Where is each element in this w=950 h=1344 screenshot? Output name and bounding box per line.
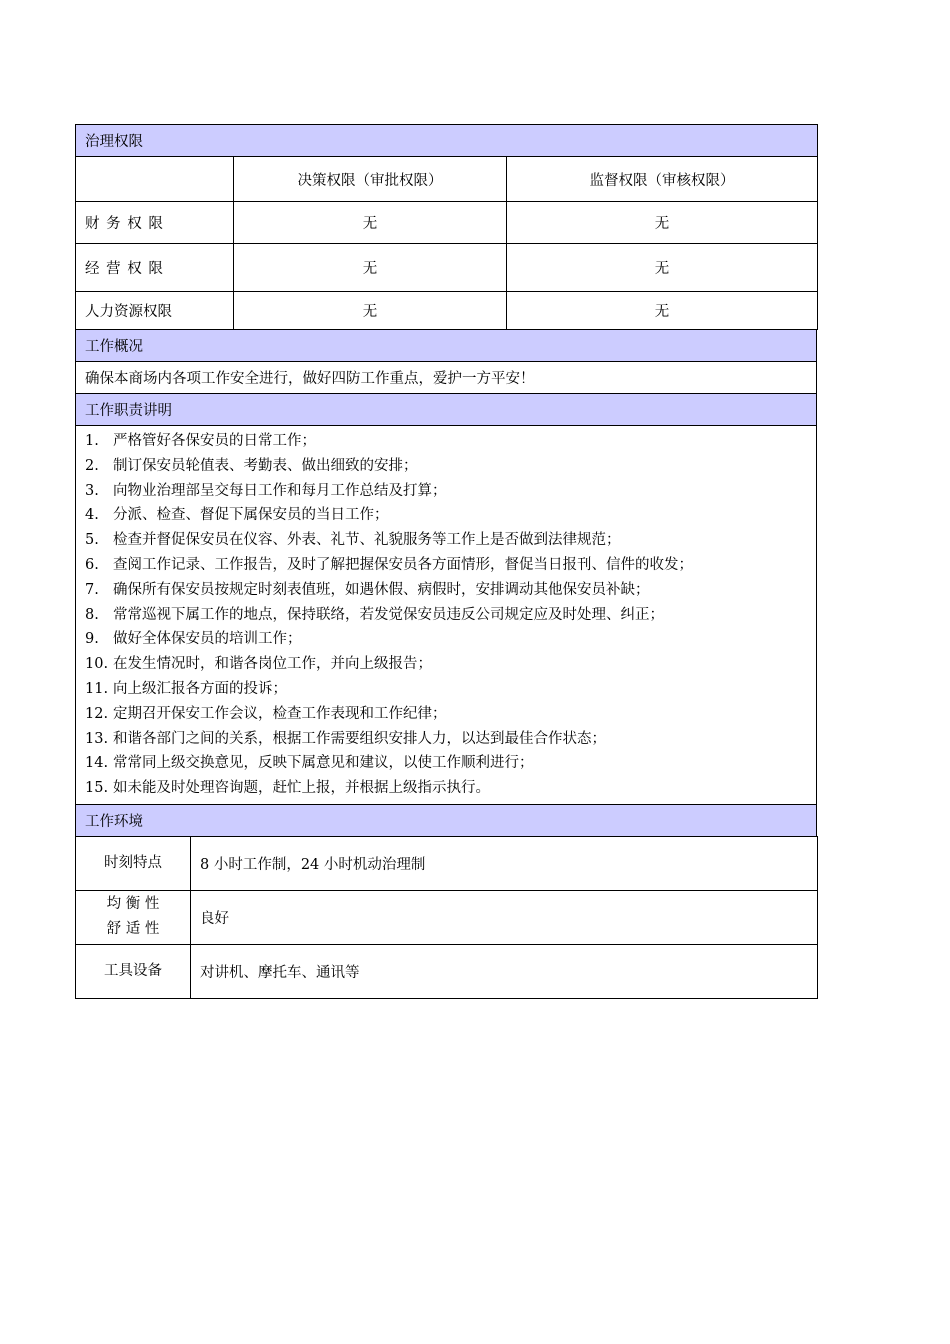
hr-authority-label: 人力资源权限 — [76, 292, 234, 330]
finance-supervision-value: 无 — [507, 202, 818, 244]
supervision-column-header: 监督权限（审核权限） — [507, 157, 818, 202]
duty-text: 向物业治理部呈交每日工作和每月工作总结及打算； — [113, 482, 447, 499]
duty-number: 9. — [85, 631, 99, 648]
duty-number: 14. — [85, 755, 109, 772]
duty-item — [85, 429, 816, 454]
authority-title: 治理权限 — [76, 125, 818, 157]
duty-text: 确保所有保安员按规定时刻表值班，如遇休假、病假时，安排调动其他保安员补缺； — [113, 581, 650, 598]
operation-decision-value: 无 — [234, 244, 507, 292]
job-description-sheet — [75, 124, 817, 999]
balance-label: 均 衡 性 — [106, 896, 160, 913]
duty-text: 制订保安员轮值表、考勤表、做出细致的安排； — [113, 457, 418, 474]
balance-comfort-label — [76, 890, 191, 944]
operation-supervision-value: 无 — [507, 244, 818, 292]
duty-text: 定期召开保安工作会议，检查工作表现和工作纪律； — [113, 705, 447, 722]
time-feature-label: 时刻特点 — [76, 836, 191, 890]
overview-table — [75, 329, 817, 837]
duty-item — [85, 702, 816, 727]
finance-decision-value: 无 — [234, 202, 507, 244]
duty-text: 如未能及时处理咨询题，赶忙上报，并根据上级指示执行。 — [113, 780, 490, 797]
duty-item — [85, 603, 816, 628]
authority-corner-cell — [76, 157, 234, 202]
duty-number: 11. — [85, 680, 109, 697]
duty-text: 做好全体保安员的培训工作； — [113, 631, 302, 648]
duties-list — [76, 426, 816, 804]
duty-number: 13. — [85, 730, 109, 747]
duty-item — [85, 677, 816, 702]
overview-title: 工作概况 — [76, 330, 817, 362]
duty-item — [85, 751, 816, 776]
duty-number: 4. — [85, 507, 99, 524]
hr-supervision-value: 无 — [507, 292, 818, 330]
duty-number: 2. — [85, 457, 99, 474]
duty-number: 15. — [85, 780, 109, 797]
duty-text: 和谐各部门之间的关系，根据工作需要组织安排人力，以达到最佳合作状态； — [113, 730, 606, 747]
duty-text: 分派、检查、督促下属保安员的当日工作； — [113, 507, 389, 524]
finance-authority-label: 财 务 权 限 — [76, 202, 234, 244]
comfort-label: 舒 适 性 — [106, 921, 160, 938]
duty-item — [85, 627, 816, 652]
duty-item — [85, 479, 816, 504]
duty-text: 检查并督促保安员在仪容、外表、礼节、礼貌服务等工作上是否做到法律规范； — [113, 532, 621, 549]
duty-number: 6. — [85, 556, 99, 573]
duty-item — [85, 528, 816, 553]
duty-number: 10. — [85, 656, 109, 673]
operation-authority-label: 经 营 权 限 — [76, 244, 234, 292]
duty-item — [85, 776, 816, 801]
duty-number: 8. — [85, 606, 99, 623]
hr-decision-value: 无 — [234, 292, 507, 330]
overview-text: 确保本商场内各项工作安全进行，做好四防工作重点，爱护一方平安！ — [76, 362, 817, 394]
equipment-label: 工具设备 — [76, 944, 191, 998]
duty-text: 常常同上级交换意见，反映下属意见和建议，以使工作顺利进行； — [113, 755, 534, 772]
decision-column-header: 决策权限（审批权限） — [234, 157, 507, 202]
duty-item — [85, 553, 816, 578]
environment-title: 工作环境 — [76, 804, 817, 836]
duties-title: 工作职责讲明 — [76, 394, 817, 426]
duty-item — [85, 578, 816, 603]
duty-item — [85, 454, 816, 479]
duty-item — [85, 503, 816, 528]
duty-number: 7. — [85, 581, 99, 598]
duties-cell — [76, 426, 817, 805]
equipment-value: 对讲机、摩托车、通讯等 — [191, 944, 818, 998]
duty-text: 常常巡视下属工作的地点，保持联络，若发觉保安员违反公司规定应及时处理、纠正； — [113, 606, 664, 623]
duty-text: 严格管好各保安员的日常工作； — [113, 433, 316, 449]
duty-text: 向上级汇报各方面的投诉； — [113, 680, 287, 697]
balance-comfort-value: 良好 — [191, 890, 818, 944]
time-feature-value: 8 小时工作制，24 小时机动治理制 — [191, 836, 818, 890]
duty-number: 5. — [85, 532, 99, 549]
duty-number: 3. — [85, 482, 99, 499]
duty-number: 1. — [85, 433, 99, 449]
duty-text: 在发生情况时，和谐各岗位工作，并向上级报告； — [113, 656, 432, 673]
duty-item — [85, 652, 816, 677]
duty-number: 12. — [85, 705, 109, 722]
environment-table — [75, 836, 818, 999]
duty-text: 查阅工作记录、工作报告，及时了解把握保安员各方面情形，督促当日报刊、信件的收发； — [113, 556, 693, 573]
authority-table — [75, 124, 818, 330]
duty-item — [85, 727, 816, 752]
